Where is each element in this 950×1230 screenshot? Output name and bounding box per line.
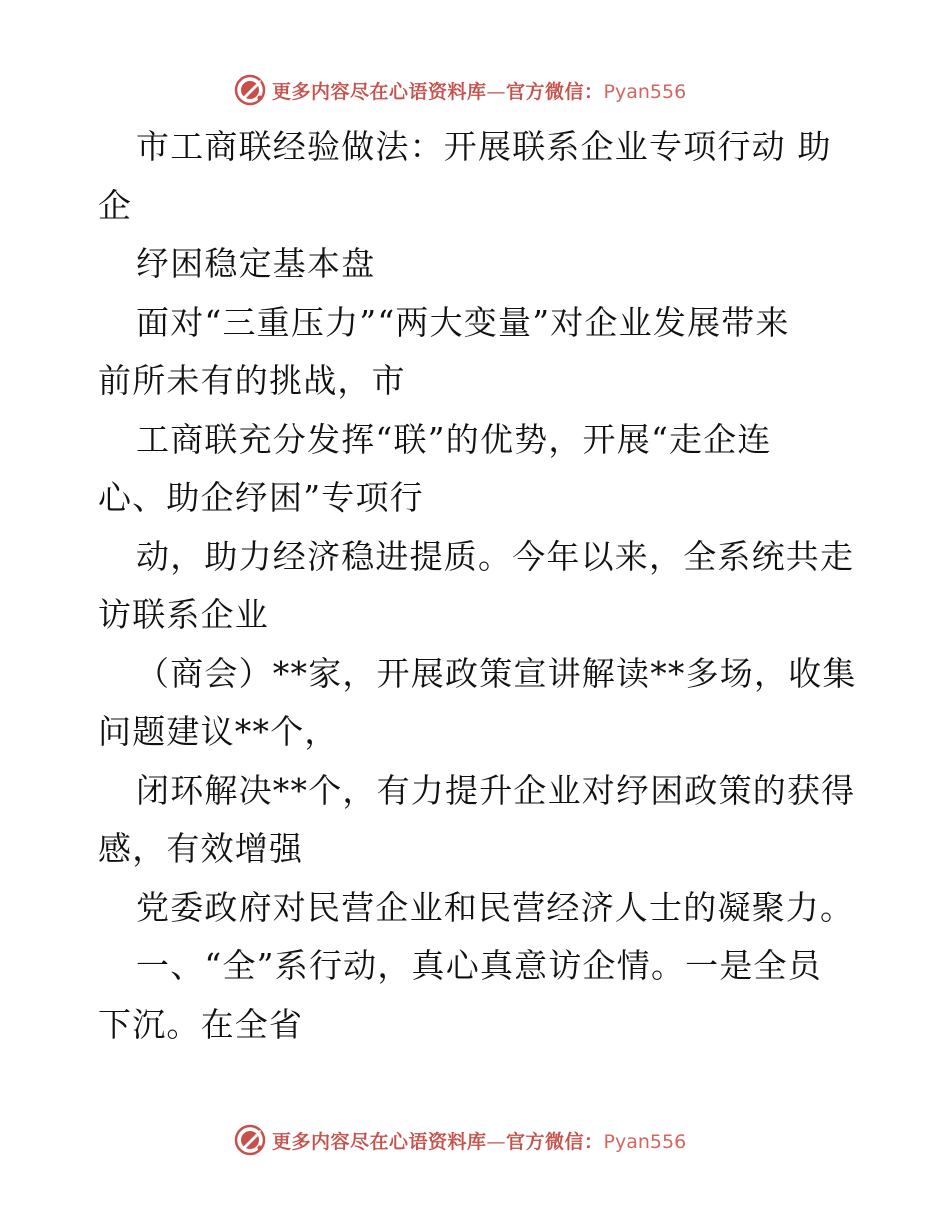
document-line: 闭环解决**个，有力提升企业对纾困政策的获得 — [136, 770, 856, 810]
document-line: 工商联充分发挥“联”的优势，开展“走企连 — [136, 419, 772, 459]
document-line: 前所未有的挑战，市 — [98, 361, 406, 400]
footer-separator: — — [486, 1130, 507, 1153]
document-line: 面对“三重压力”“两大变量”对企业发展带来 — [136, 302, 790, 342]
document-line: 动，助力经济稳进提质。今年以来，全系统共走 — [136, 536, 855, 576]
header-separator: — — [486, 80, 507, 103]
document-line: 心、助企纾困”专项行 — [98, 478, 424, 517]
footer-watermark-banner — [234, 1123, 686, 1157]
document-line: 一、“全”系行动，真心真意访企情。一是全员 — [136, 946, 822, 985]
header-banner-text — [272, 77, 686, 104]
document-line: 问题建议**个， — [98, 712, 339, 751]
document-line: 下沉。在全省 — [98, 1004, 304, 1044]
footer-banner-text — [272, 1127, 686, 1154]
document-line: 访联系企业 — [98, 595, 269, 634]
footer-site-name: 更多内容尽在心语资料库 — [272, 1130, 487, 1153]
document-line: 党委政府对民营企业和民营经济人士的凝聚力。 — [136, 887, 855, 927]
document-line: 纾困稳定基本盘 — [136, 244, 376, 283]
quill-seal-icon — [234, 1124, 266, 1156]
document-line: 市工商联经验做法：开展联系企业专项行动 助 — [136, 127, 832, 166]
document-line: 企 — [98, 185, 133, 225]
footer-wechat-account: Pyan556 — [603, 1130, 687, 1153]
header-site-name: 更多内容尽在心语资料库 — [272, 80, 487, 103]
document-body — [98, 118, 858, 1054]
quill-seal-icon — [234, 74, 266, 106]
document-line: （商会）**家，开展政策宣讲解读**多场，收集 — [136, 653, 857, 693]
header-wechat-account: Pyan556 — [603, 80, 687, 103]
header-watermark-banner — [234, 73, 686, 107]
header-wechat-label: 官方微信： — [506, 80, 604, 103]
document-line: 感，有效增强 — [98, 829, 304, 868]
footer-wechat-label: 官方微信： — [506, 1130, 604, 1153]
